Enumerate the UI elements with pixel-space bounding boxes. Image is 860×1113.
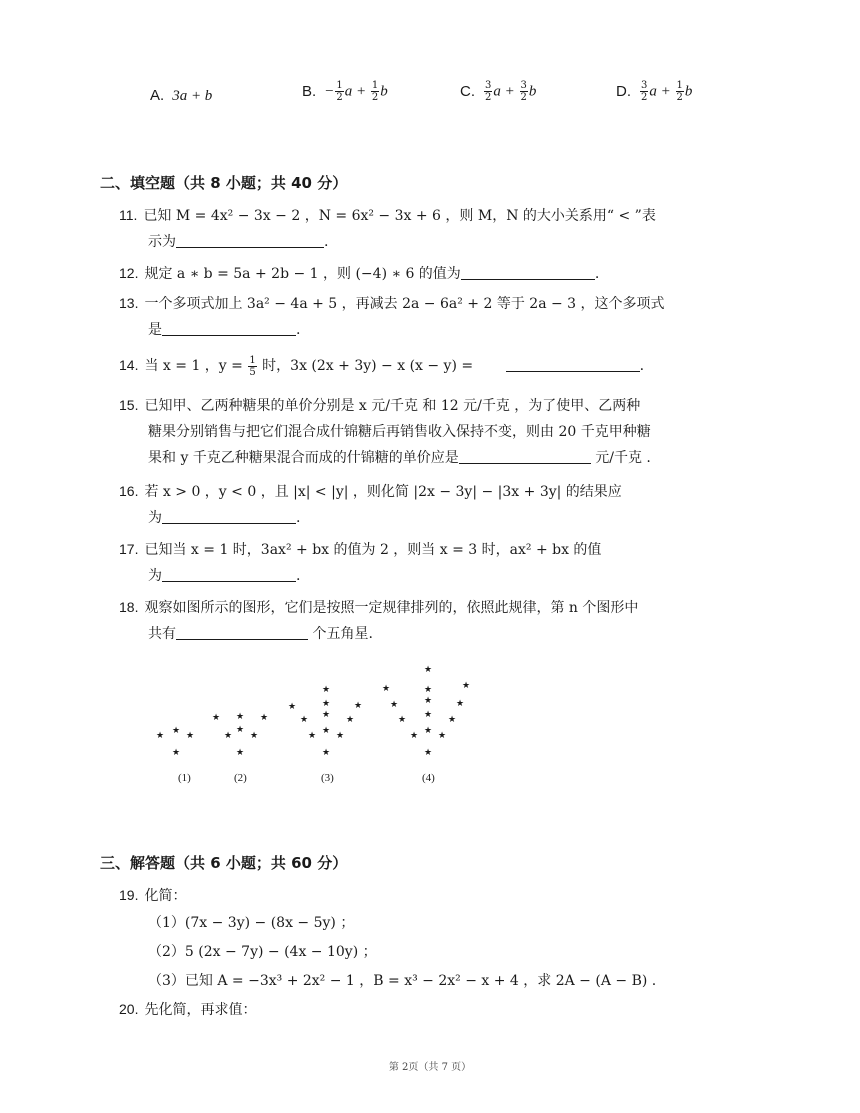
- answer-blank[interactable]: [506, 355, 640, 372]
- fraction: $\frac{1}{2}$: [371, 80, 379, 103]
- choice-d[interactable]: D. $\frac{3}{2}$ a + $\frac{1}{2}$ b: [616, 80, 693, 103]
- sub-question-3: （3）已知 A = −3x³ + 2x² − 1 ，B = x³ − 2x² − x + 4 ，求 2A − (A − B) .: [148, 973, 657, 989]
- fraction: $\frac{1}{2}$: [336, 80, 343, 103]
- star-icon: ★: [346, 715, 355, 725]
- choice-a[interactable]: A. 3a + b: [150, 87, 213, 104]
- answer-blank[interactable]: [459, 447, 591, 464]
- answer-blank[interactable]: [162, 319, 296, 336]
- answer-blank[interactable]: [176, 623, 308, 640]
- star-icon: ★: [438, 731, 447, 741]
- fraction: $\frac{3}{2}$: [520, 80, 527, 103]
- question-12: 12. 规定 a ∗ b = 5a + 2b − 1 ，则 (−4) ∗ 6 的值为 .: [119, 265, 600, 282]
- star-icon: ★: [322, 710, 331, 720]
- answer-blank[interactable]: [176, 231, 324, 248]
- star-icon: ★: [236, 748, 245, 758]
- question-16: 16. 若 x > 0 ，y < 0 ，且 |x| < |y| ，则化简 |2x − 3y| − |3x + 3y| 的结果应 为 .: [119, 483, 622, 526]
- star-icon: ★: [410, 731, 419, 741]
- star-icon: ★: [250, 731, 259, 741]
- star-icon: ★: [424, 710, 433, 720]
- star-icon: ★: [300, 715, 309, 725]
- page-footer: 第 2页（共 7 页）: [388, 1062, 472, 1073]
- star-icon: ★: [390, 700, 399, 710]
- star-icon: ★: [424, 665, 433, 675]
- fraction: $\frac{1}{2}$: [676, 80, 683, 103]
- answer-blank[interactable]: [461, 263, 595, 280]
- star-icon: ★: [424, 748, 433, 758]
- fraction: $\frac{3}{2}$: [641, 80, 648, 103]
- fraction: $\frac{1}{5}$: [249, 354, 256, 378]
- star-icon: ★: [322, 748, 331, 758]
- figure-label: (4): [422, 772, 435, 784]
- star-icon: ★: [336, 731, 345, 741]
- choice-c[interactable]: C. $\frac{3}{2}$ a + $\frac{3}{2}$ b: [460, 80, 537, 103]
- star-icon: ★: [308, 731, 317, 741]
- star-icon: ★: [462, 681, 471, 691]
- star-icon: ★: [288, 702, 297, 712]
- figure-label: (2): [234, 772, 247, 784]
- choice-b[interactable]: B. − $\frac{1}{2}$ a + $\frac{1}{2}$ b: [302, 80, 388, 103]
- figure-label: (3): [321, 772, 334, 784]
- question-18: 18. 观察如图所示的图形，它们是按照一定规律排列的，依照此规律，第 n 个图形中 共有 个五角星.: [119, 599, 639, 642]
- star-icon: ★: [260, 713, 269, 723]
- star-icon: ★: [322, 726, 331, 736]
- star-icon: ★: [354, 701, 363, 711]
- star-icon: ★: [172, 748, 181, 758]
- star-icon: ★: [236, 712, 245, 722]
- star-pattern-figure: [150, 660, 490, 790]
- star-icon: ★: [456, 699, 465, 709]
- sub-question-2: （2）5 (2x − 7y) − (4x − 10y) ；: [148, 944, 377, 960]
- star-icon: ★: [236, 725, 245, 735]
- section-heading-fill-in: 二、填空题（共 8 小题；共 40 分）: [100, 174, 348, 192]
- section-heading-solve: 三、解答题（共 6 小题；共 60 分）: [100, 854, 348, 872]
- star-icon: ★: [424, 726, 433, 736]
- star-icon: ★: [382, 684, 391, 694]
- question-13: 13. 一个多项式加上 3a² − 4a + 5 ，再减去 2a − 6a² + 2 等于 2a − 3 ，这个多项式 是 .: [119, 295, 665, 338]
- question-19: 19. 化简： （1）(7x − 3y) − (8x − 5y) ； （2）5 (2x − 7y) − (4x − 10y) ； （3）已知 A = −3x³ + 2x² − 1 ，B = x³ − 2x² − x + 4 ，求 2A − (A − B) .: [119, 882, 761, 996]
- answer-blank[interactable]: [162, 565, 296, 582]
- star-icon: ★: [186, 731, 195, 741]
- question-17: 17. 已知当 x = 1 时，3ax² + bx 的值为 2 ，则当 x = 3 时，ax² + bx 的值 为 .: [119, 541, 602, 584]
- star-icon: ★: [398, 715, 407, 725]
- figure-label: (1): [178, 772, 191, 784]
- question-14: 14. 当 x = 1 ，y = $\frac{1}{5}$ 时，3x (2x + 3y) − x (x − y) = .: [119, 354, 645, 378]
- question-20: 20. 先化简，再求值：: [119, 1001, 257, 1018]
- star-icon: ★: [322, 699, 331, 709]
- star-icon: ★: [172, 726, 181, 736]
- answer-choices: [150, 80, 770, 116]
- star-icon: ★: [322, 685, 331, 695]
- star-icon: ★: [212, 713, 221, 723]
- star-icon: ★: [448, 715, 457, 725]
- question-11: 11. 已知 M = 4x² − 3x − 2 ，N = 6x² − 3x + 6 ，则 M，N 的大小关系用“ < ”表 示为 .: [119, 207, 656, 250]
- star-icon: ★: [424, 696, 433, 706]
- fraction: $\frac{3}{2}$: [485, 80, 492, 103]
- question-15: 15. 已知甲、乙两种糖果的单价分别是 x 元/千克 和 12 元/千克 ，为了使甲、乙两种 糖果分别销售与把它们混合成什锦糖后再销售收入保持不变，则由 20 千克甲种糖 果和 y 千克乙种糖果混合而成的什锦糖的单价应是 元/千克 .: [119, 397, 651, 466]
- answer-blank[interactable]: [162, 507, 296, 524]
- sub-question-1: （1）(7x − 3y) − (8x − 5y) ；: [148, 915, 355, 931]
- star-icon: ★: [156, 731, 165, 741]
- star-icon: ★: [224, 731, 233, 741]
- star-icon: ★: [424, 685, 433, 695]
